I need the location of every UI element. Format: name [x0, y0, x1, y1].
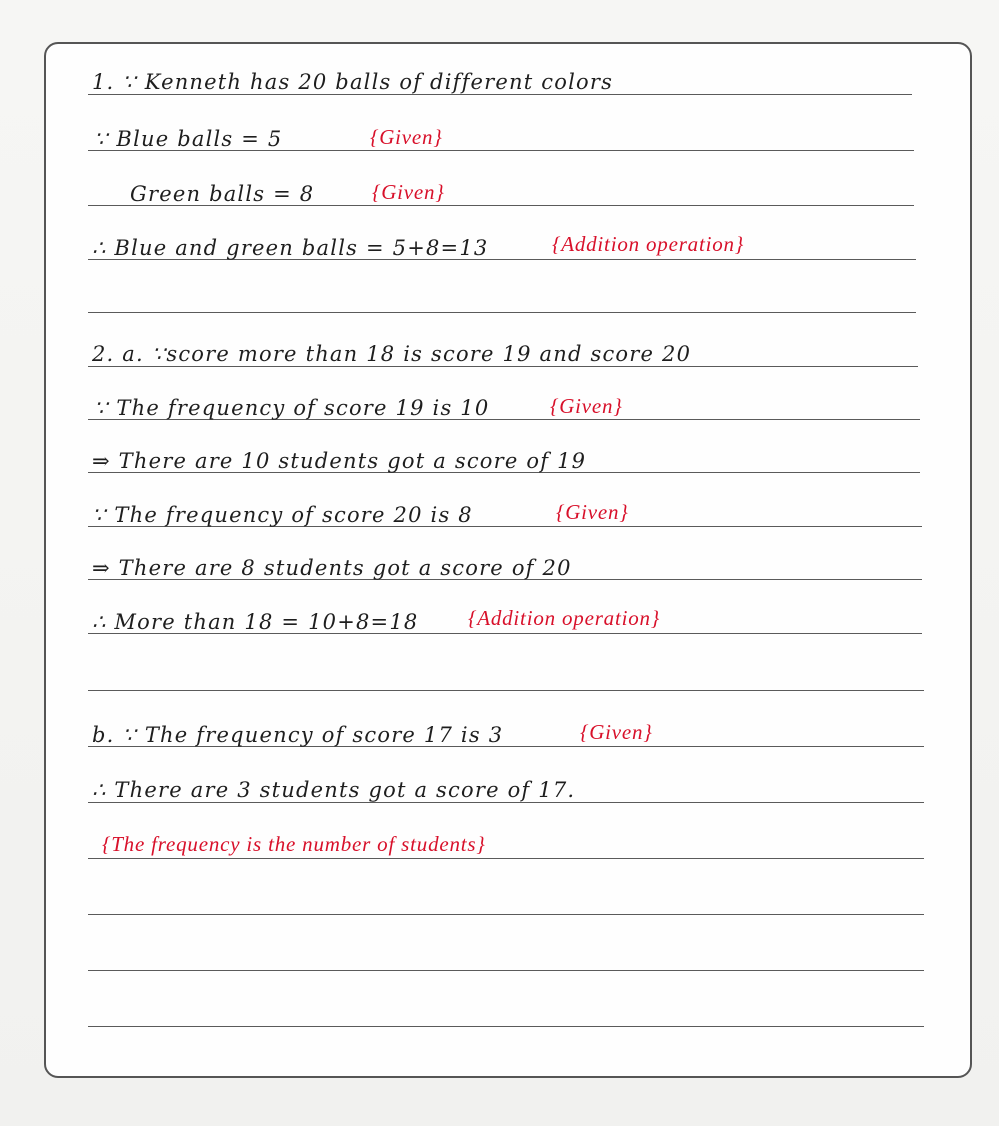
p2b-line-1-note: {Given} [580, 720, 653, 744]
p2a-line-4-note: {Given} [556, 500, 629, 524]
ruled-line [88, 970, 924, 971]
p2a-line-6: ∴ More than 18 = 10+8=18 [92, 610, 419, 634]
p2a-line-1: 2. a. ∵score more than 18 is score 19 and score 20 [92, 342, 692, 366]
p1-line-3-note: {Given} [372, 180, 445, 204]
p2a-line-3: ⇒ There are 10 students got a score of 19 [92, 449, 587, 473]
ruled-line [88, 802, 924, 803]
ruled-line [88, 690, 924, 691]
ruled-line [88, 1026, 924, 1027]
p1-line-2-note: {Given} [370, 125, 443, 149]
p1-line-3: Green balls = 8 [130, 182, 315, 206]
ruled-line [88, 366, 918, 367]
notebook-page [44, 42, 972, 1078]
ruled-line [88, 312, 916, 313]
p2b-line-2: ∴ There are 3 students got a score of 17. [92, 778, 576, 802]
ruled-line [88, 914, 924, 915]
p2a-line-6-note: {Addition operation} [468, 606, 661, 630]
p2a-line-4: ∵ The frequency of score 20 is 8 [92, 503, 473, 527]
p2b-line-1: b. ∵ The frequency of score 17 is 3 [92, 723, 504, 747]
p2b-line-3-note: {The frequency is the number of students} [102, 832, 486, 856]
p1-line-1: 1. ∵ Kenneth has 20 balls of different colors [92, 70, 614, 94]
p2a-line-2: ∵ The frequency of score 19 is 10 [94, 396, 490, 420]
p2a-line-5: ⇒ There are 8 students got a score of 20 [92, 556, 572, 580]
ruled-line [88, 94, 912, 95]
p2a-line-2-note: {Given} [550, 394, 623, 418]
p1-line-4: ∴ Blue and green balls = 5+8=13 [92, 236, 489, 260]
p1-line-2: ∵ Blue balls = 5 [94, 127, 283, 151]
ruled-line [88, 858, 924, 859]
p1-line-4-note: {Addition operation} [552, 232, 745, 256]
